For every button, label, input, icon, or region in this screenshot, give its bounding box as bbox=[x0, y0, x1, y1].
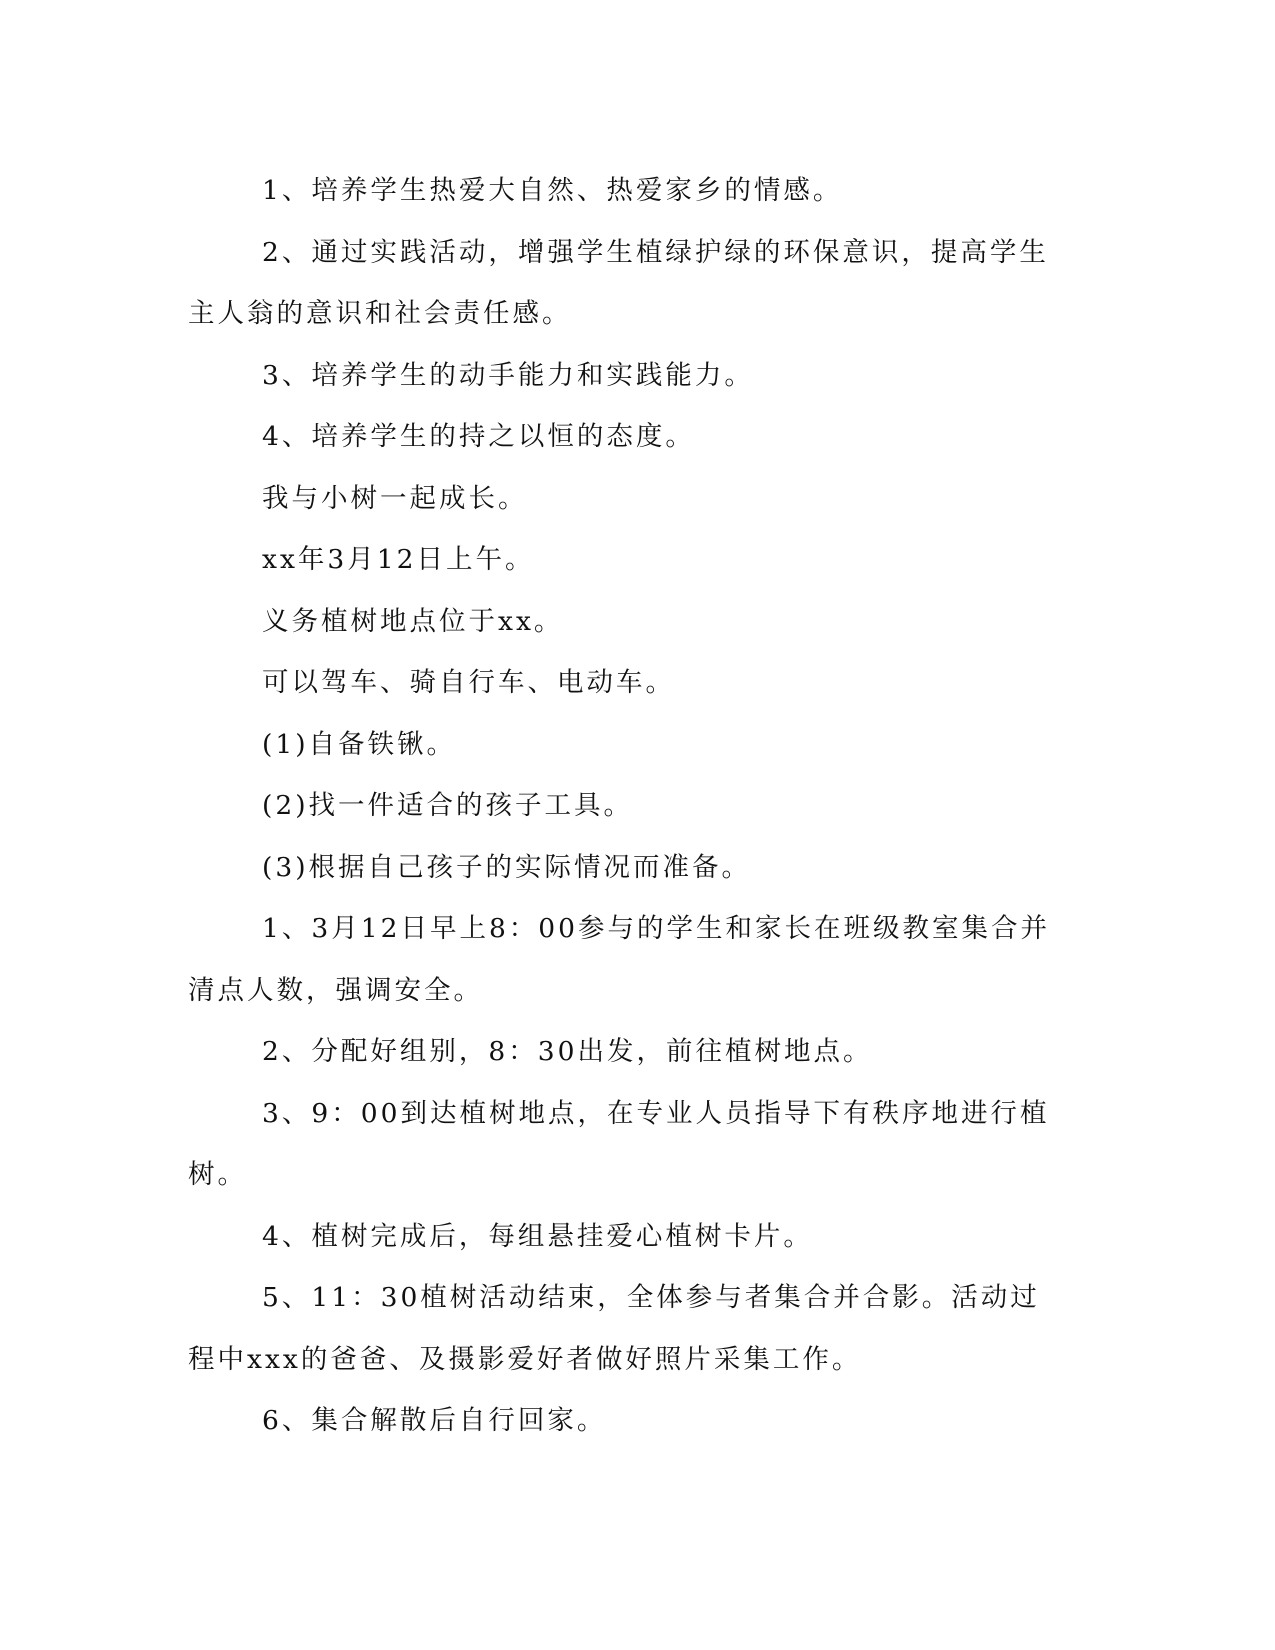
paragraph-process-6: 6、集合解散后自行回家。 bbox=[262, 1405, 607, 1436]
paragraph-prep-2: (2)找一件适合的孩子工具。 bbox=[262, 790, 634, 821]
paragraph-transport: 可以驾车、骑自行车、电动车。 bbox=[262, 667, 675, 698]
document-body bbox=[188, 160, 1068, 1452]
paragraph-objective-3: 3、培养学生的动手能力和实践能力。 bbox=[262, 359, 754, 391]
paragraph-prep-1: (1)自备铁锹。 bbox=[262, 728, 457, 760]
paragraph-objective-4: 4、培养学生的持之以恒的态度。 bbox=[262, 421, 695, 452]
paragraph-location: 义务植树地点位于xx。 bbox=[262, 605, 564, 637]
paragraph-time: xx年3月12日上午。 bbox=[262, 544, 535, 575]
paragraph-objective-1: 1、培养学生热爱大自然、热爱家乡的情感。 bbox=[262, 175, 843, 206]
paragraph-process-5: 5、11：30植树活动结束，全体参与者集合并合影。活动过程中xxx的爸爸、及摄影爱好者做好照片采集工作。 bbox=[188, 1282, 1040, 1375]
paragraph-process-2: 2、分配好组别，8：30出发，前往植树地点。 bbox=[262, 1036, 873, 1067]
paragraph-process-3: 3、9：00到达植树地点，在专业人员指导下有秩序地进行植树。 bbox=[188, 1097, 1050, 1190]
paragraph-prep-3: (3)根据自己孩子的实际情况而准备。 bbox=[262, 851, 752, 883]
paragraph-process-1: 1、3月12日早上8：00参与的学生和家长在班级教室集合并清点人数，强调安全。 bbox=[188, 913, 1051, 1006]
paragraph-process-4: 4、植树完成后，每组悬挂爱心植树卡片。 bbox=[262, 1220, 813, 1252]
paragraph-theme: 我与小树一起成长。 bbox=[262, 482, 528, 514]
paragraph-objective-2: 2、通过实践活动，增强学生植绿护绿的环保意识，提高学生主人翁的意识和社会责任感。 bbox=[188, 236, 1049, 329]
